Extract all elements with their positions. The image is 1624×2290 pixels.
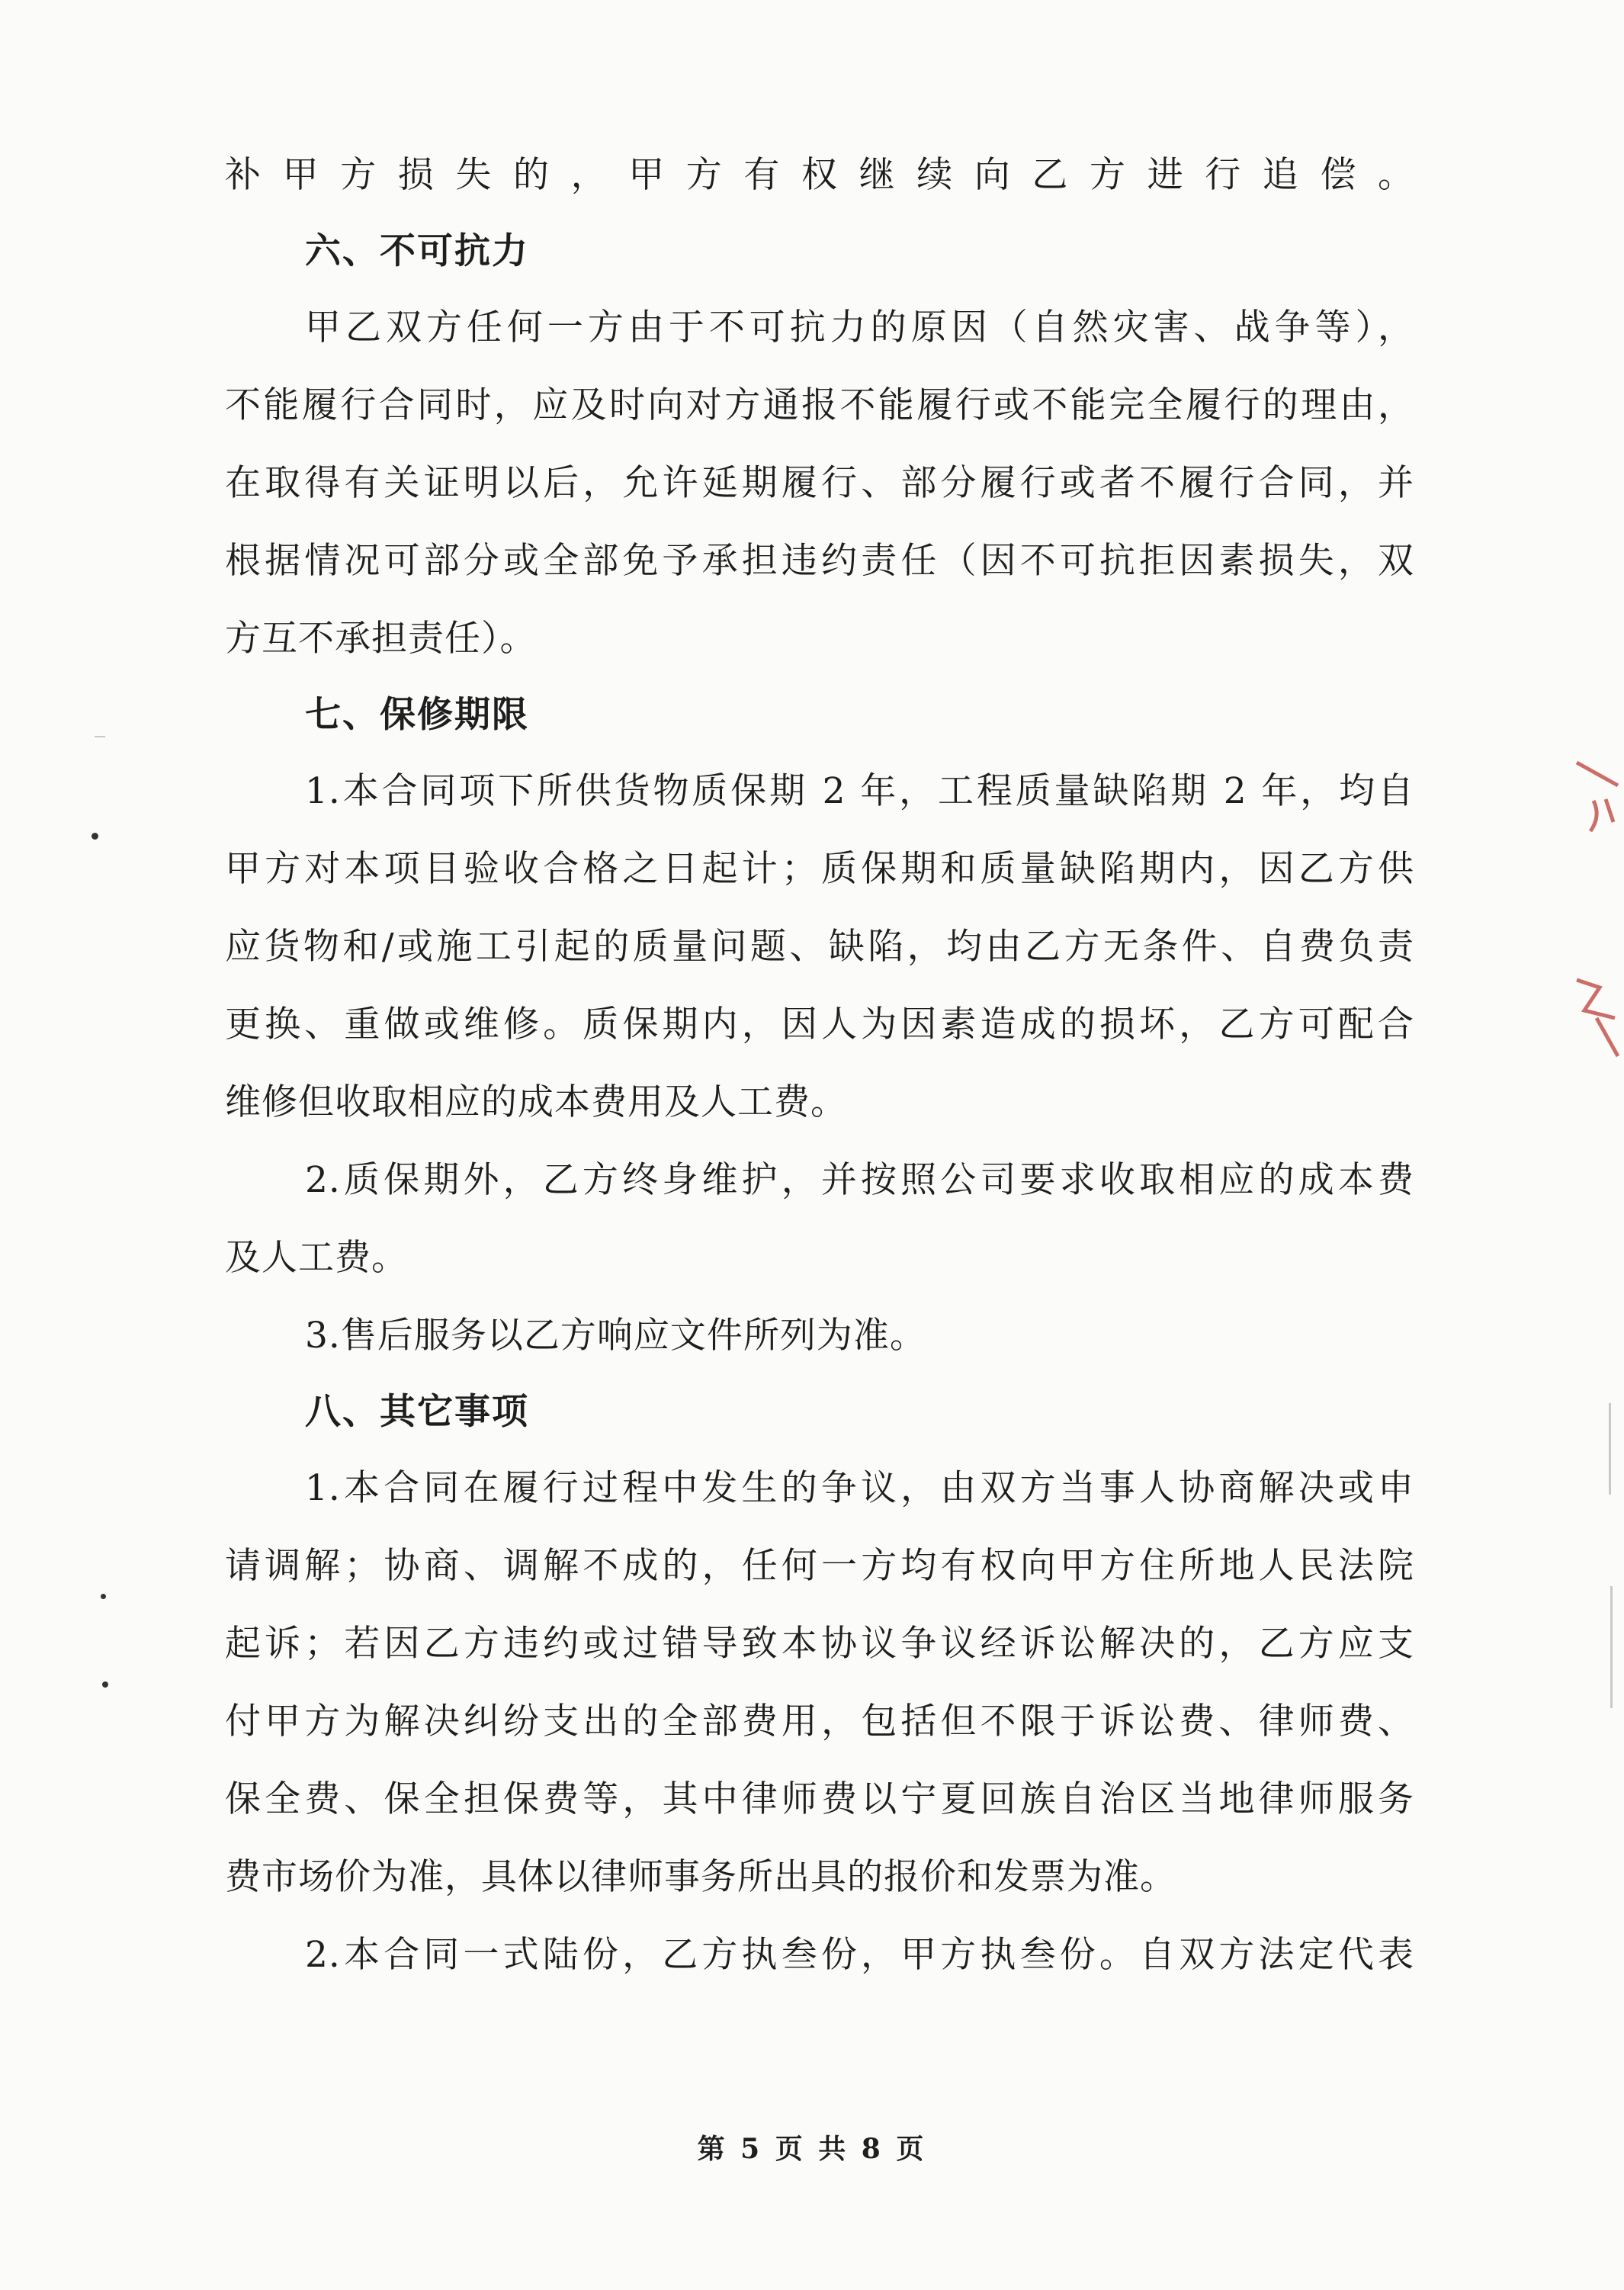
body-line: 应货物和/或施工引起的质量问题、缺陷，均由乙方无条件、自费负责 (225, 926, 1414, 968)
scan-speck (102, 1681, 108, 1688)
seal-fragment-icon (1569, 965, 1624, 1064)
scan-speck (101, 1594, 106, 1599)
body-line: 付甲方为解决纠纷支出的全部费用，包括但不限于诉讼费、律师费、 (225, 1701, 1414, 1742)
body-line: 3.售后服务以乙方响应文件所列为准。 (305, 1315, 926, 1357)
body-line: 保全费、保全担保费等，其中律师费以宁夏回族自治区当地律师服务 (225, 1778, 1414, 1820)
body-line: 不能履行合同时，应及时向对方通报不能履行或不能完全履行的理由， (225, 384, 1414, 426)
body-line: 维修但收取相应的成本费用及人工费。 (225, 1081, 847, 1123)
page-number-footer: 第 5 页 共 8 页 (697, 2133, 927, 2165)
body-line: 根据情况可部分或全部免予承担违约责任（因不可抗拒因素损失，双 (225, 540, 1414, 582)
section-heading-other-matters: 八、其它事项 (305, 1391, 529, 1433)
body-line: 2.质保期外，乙方终身维护，并按照公司要求收取相应的成本费 (305, 1159, 1414, 1201)
body-line: 甲乙双方任何一方由于不可抗力的原因（自然灾害、战争等）， (305, 307, 1414, 348)
body-line: 2.本合同一式陆份，乙方执叁份，甲方执叁份。自双方法定代表 (305, 1934, 1414, 1976)
body-line: 补甲方损失的，甲方有权继续向乙方进行追偿。 (225, 154, 1414, 196)
scan-edge-mark (1610, 1586, 1613, 1708)
body-line: 及人工费。 (225, 1237, 408, 1279)
body-line: 起诉；若因乙方违约或过错导致本协议争议经诉讼解决的，乙方应支 (225, 1623, 1414, 1665)
body-line: 更换、重做或维修。质保期内，因人为因素造成的损坏，乙方可配合 (225, 1004, 1414, 1045)
body-line: 甲方对本项目验收合格之日起计；质保期和质量缺陷期内，因乙方供 (225, 848, 1414, 890)
body-line: 在取得有关证明以后，允许延期履行、部分履行或者不履行合同，并 (225, 462, 1414, 504)
scan-speck (95, 736, 105, 737)
section-heading-warranty-period: 七、保修期限 (305, 694, 529, 736)
body-line: 请调解；协商、调解不成的，任何一方均有权向甲方住所地人民法院 (225, 1545, 1414, 1587)
scan-speck (91, 833, 98, 840)
body-line: 方互不承担责任）。 (225, 618, 537, 660)
body-line: 1.本合同项下所供货物质保期 2 年，工程质量缺陷期 2 年，均自 (305, 770, 1414, 812)
seal-fragment-icon (1571, 755, 1624, 854)
scan-edge-mark (1609, 1403, 1611, 1495)
body-line: 1.本合同在履行过程中发生的争议，由双方当事人协商解决或申 (305, 1467, 1414, 1509)
section-heading-force-majeure: 六、不可抗力 (305, 230, 529, 272)
body-line: 费市场价为准，具体以律师事务所出具的报价和发票为准。 (225, 1856, 1176, 1898)
